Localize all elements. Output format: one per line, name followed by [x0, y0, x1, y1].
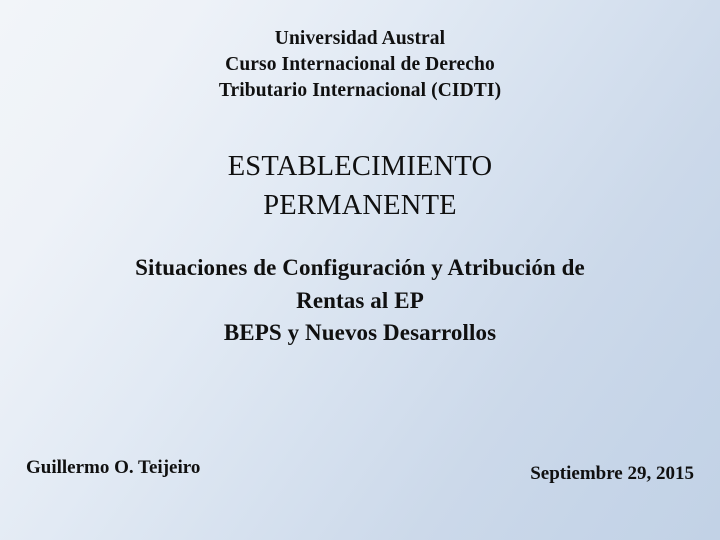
page-title	[0, 148, 720, 226]
institution-line-2: Curso Internacional de Derecho	[225, 53, 495, 75]
page-title-line-2: PERMANENTE	[263, 189, 457, 221]
author-name: Guillermo O. Teijeiro	[26, 457, 201, 478]
page-subtitle-line-2: Rentas al EP	[296, 287, 424, 313]
institution-header	[0, 26, 720, 104]
page-subtitle	[0, 252, 720, 350]
page-subtitle-line-1: Situaciones de Configuración y Atribución de	[135, 255, 585, 280]
institution-line-1: Universidad Austral	[274, 28, 446, 49]
page-subtitle-line-3: BEPS y Nuevos Desarrollos	[223, 320, 497, 346]
institution-line-3: Tributario Internacional (CIDTI)	[218, 79, 502, 101]
page-title-line-1: ESTABLECIMIENTO	[227, 151, 493, 182]
presentation-date: Septiembre 29, 2015	[530, 463, 694, 484]
